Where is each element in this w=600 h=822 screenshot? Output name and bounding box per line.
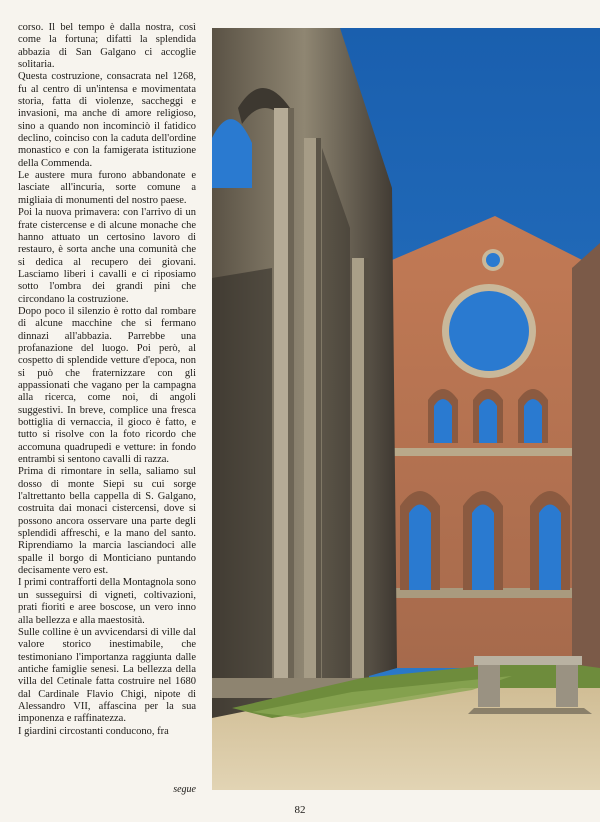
abbey-illustration	[212, 28, 600, 790]
page-number: 82	[294, 804, 306, 816]
continuation-note: segue	[173, 784, 196, 795]
nave-wall	[212, 28, 402, 748]
article-paragraph: I giardini circostanti conducono, fra	[18, 725, 169, 737]
oculus-window	[486, 253, 500, 267]
abbey-photo	[212, 28, 600, 790]
lower-windows	[400, 491, 570, 590]
article-paragraph: Poi la nuova primavera: con l'arrivo di un frate cistercense e di alcune monache che hanno attuato un certosino lavoro di restauro, è sorta anche una comunità che si dedica al recupero dei giovani. Lasciamo liberi i cavalli e ci riposiamo sotto l'ombra dei grandi pini che circondano la costruzione.	[18, 207, 196, 305]
article-paragraph: Le austere mura furono abbandonate e lasciate all'incuria, sorte comune a migliaia di monumenti del nostro paese.	[18, 170, 196, 206]
article-paragraph: Dopo poco il silenzio è rotto dal rombare di alcune macchine che si fermano dinnazi all'abbazia. Parrebbe una profanazione del luogo. Poi però, al cospetto di splendide vetture d'epoca, non si può che fraternizzare con gli appassionati che vagano per la campagna alla ricerca, come noi, di angoli suggestivi. In breve, complice una fresca bottiglia di vernaccia, il gioco è fatto, e tutto si risolve con la foto ricordo che accomuna quadrupedi e vetture: in fondo entrambi si sentono cavalli di razza.	[18, 305, 196, 466]
rose-window	[449, 291, 529, 371]
article-paragraph: Questa costruzione, consacrata nel 1268, fu al centro di un'intensa e movimentata storia, fatta di violenze, saccheggi e invasioni, ma anche di amore religioso, sino a quando non incominciò il fatidico declino, coinciso con la caduta dell'ordine monastico e con la famigerata istituzione della Commenda.	[18, 71, 196, 169]
abbey-facade	[392, 216, 600, 708]
article-text-column	[18, 22, 196, 738]
article-paragraph: corso. Il bel tempo è dalla nostra, così come la fortuna; difatti la splendida abbazia di San Galgano ci accoglie solitaria.	[18, 22, 196, 71]
article-paragraph: Sulle colline è un avvicendarsi di ville dal valore storico inestimabile, che testimoniano l'importanza raggiunta dalle antiche famiglie senesi. La bellezza della villa del Cetinale fatta costruire nel 1680 dal Cardinale Flavio Chigi, nipote di Alessandro VII, affascina per la sua imponenza e raffinatezza.	[18, 626, 196, 725]
upper-windows	[428, 389, 548, 443]
article-paragraph: Prima di rimontare in sella, saliamo sul dosso di monte Siepi su cui sorge l'altrettanto bella cappella di S. Galgano, costruita dai monaci cistercensi, dove si possono ancora osservare una parte degli splendidi affreschi, e la mano del santo. Riprendiamo la marcia lasciandoci alle spalle il borgo di Monticiano puntando decisamente vero est.	[18, 466, 196, 577]
article-paragraph: I primi contrafforti della Montagnola sono un susseguirsi di vigneti, coltivazioni, prati fioriti e aree boscose, un vero inno alla bellezza e alla maestosità.	[18, 577, 196, 626]
